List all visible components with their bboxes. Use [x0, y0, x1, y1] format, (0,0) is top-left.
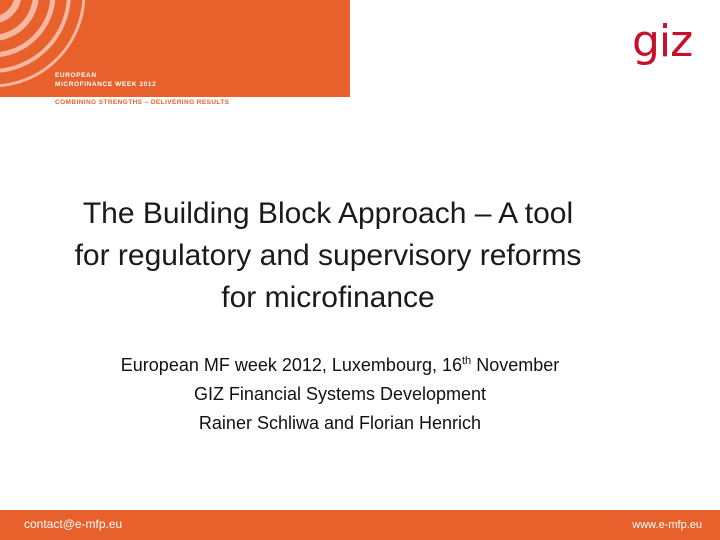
slide-title — [0, 193, 656, 319]
event-name-line-1: EUROPEAN — [55, 72, 97, 79]
concentric-arcs-graphic — [0, 0, 350, 97]
event-name-line-2: MICROFINANCE WEEK 2012 — [55, 81, 157, 88]
slide-subtitle — [0, 351, 680, 438]
date-ordinal-suffix: th — [462, 355, 472, 367]
subtitle-line-2: GIZ Financial Systems Development — [193, 384, 487, 404]
subtitle-event-location: European MF week 2012, Luxembourg, 16 — [120, 355, 462, 375]
subtitle-line-1 — [0, 351, 680, 380]
title-line-1: The Building Block Approach – A tool — [82, 197, 574, 230]
event-tagline: COMBINING STRENGTHS – DELIVERING RESULTS — [55, 99, 230, 106]
giz-logo: giz — [632, 16, 693, 67]
event-banner — [0, 0, 350, 97]
footer-bar — [0, 510, 720, 540]
subtitle-month: November — [471, 355, 560, 375]
footer-website: www.e-mfp.eu — [632, 519, 702, 531]
subtitle-line-3: Rainer Schliwa and Florian Henrich — [198, 413, 482, 433]
title-line-3: for microfinance — [221, 281, 435, 314]
footer-email: contact@e-mfp.eu — [24, 517, 123, 531]
title-line-2: for regulatory and supervisory reforms — [74, 239, 582, 272]
